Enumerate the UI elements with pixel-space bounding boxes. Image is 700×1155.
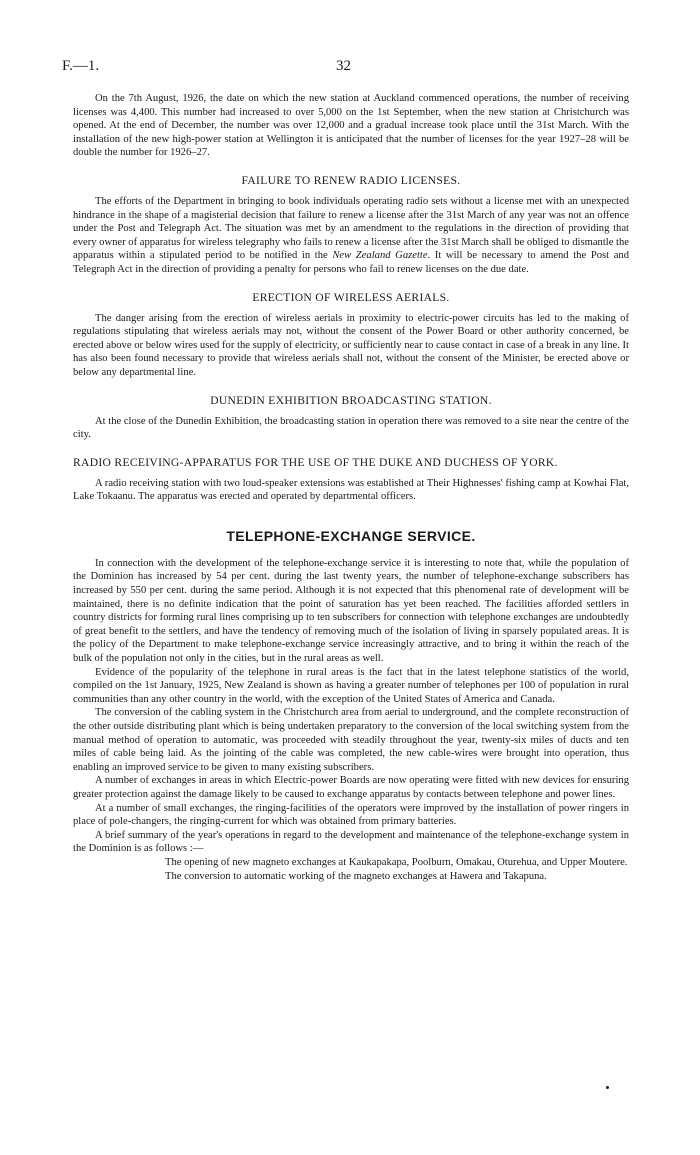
section-heading-failure-to-renew: FAILURE TO RENEW RADIO LICENSES. (241, 173, 461, 187)
telephone-paragraph-1: In connection with the development of the telephone-exchange service it is interesting to note that, while the population of the Dominion has increased by 54 per cent. during the last twenty years, the number of telephone-exchange subscribers has increased by 550 per cent. during the same period. Although it is not expected that this phenomenal rate of development will be maintained, there is no definite indication that the point of saturation has yet been reached. The facilities afforded settlers in country districts for forming rural lines comprising up to ten subscribers for connection with telephone exchanges are undoubtedly of great benefit to the settlers, and have the tendency of removing much of the isolation of living in sparsely populated areas. It is the policy of the Department to make telephone-exchange service increasingly attractive, and to bring it within the reach of the bulk of the population not only in the cities, but in the rural areas as well. (73, 557, 629, 665)
telephone-paragraph-6: A brief summary of the year's operations in regard to the development and maintenance of the telephone-exchange system in the Dominion is as follows :— (73, 829, 629, 855)
section-heading-dunedin-exhibition: DUNEDIN EXHIBITION BROADCASTING STATION. (210, 393, 492, 407)
section-heading-telephone-exchange: TELEPHONE-EXCHANGE SERVICE. (226, 527, 476, 544)
failure-paragraph (73, 195, 629, 277)
telephone-paragraph-5: At a number of small exchanges, the ringing-facilities of the operators were improved by the installation of power ringers in place of pole-changers, the ringing-current for which was obtained from primary batteries. (73, 802, 629, 828)
telephone-paragraph-3: The conversion of the cabling system in the Christchurch area from aerial to underground, and the complete reconstruction of the other outside distributing plant which is being undertaken preparatory to the conversion of the local switching system from the manual method of operation to automatic, was proceeded with steadily throughout the year, twenty-six miles of ducts and ten miles of cable being laid. As the jointing of the cable was completed, the new cable-wires were brought into operation, thus enabling an improved service to be given to many existing subscribers. (73, 707, 629, 773)
document-reference: F.—1. (62, 58, 100, 74)
dunedin-paragraph: At the close of the Dunedin Exhibition, the broadcasting station in operation there was removed to a site near the centre of the city. (73, 415, 629, 441)
failure-text-b: . It will be necessary to amend the Post and Telegraph Act in the direction of providing a penalty for persons who fail to renew licenses on the due date. (73, 250, 629, 275)
page-number: 32 (336, 58, 351, 74)
intro-paragraph: On the 7th August, 1926, the date on which the new station at Auckland commenced operations, the number of receiving licenses was 4,400. This number had increased to over 5,000 on the 1st September, when the new station at Christchurch was opened. At the end of December, the number was over 12,000 and a gradual increase took place until the 31st March. With the installation of the new high-power station at Wellington it is anticipated that the number of licenses for the year 1927–28 will be double the number for 1926–27. (73, 93, 629, 159)
section-heading-erection-of-aerials: ERECTION OF WIRELESS AERIALS. (252, 290, 450, 304)
telephone-paragraph-4: A number of exchanges in areas in which Electric-power Boards are now operating were fitted with new devices for ensuring greater protection against the damage likely to be caused to exchange apparatus by contacts between telephone and power lines. (73, 775, 629, 800)
page-header (62, 58, 638, 80)
gazette-title: New Zealand Gazette (332, 250, 428, 262)
telephone-paragraph-2: Evidence of the popularity of the telephone in rural areas is the fact that in the latest telephone statistics of the world, compiled on the 1st January, 1925, New Zealand is shown as having a greater number of telephones per 100 of population in rural communities than any other country in the world, with the exception of the United States of America and Canada. (73, 666, 629, 705)
erection-paragraph: The danger arising from the erection of wireless aerials in proximity to electric-power circuits has led to the making of regulations stipulating that wireless aerials may not, without the consent of the Power Board or other authority concerned, be erected above or below wires used for the supply of electricity, or sufficiently near to cause contact in case of a break in any line. It has also been found necessary to provide that wireless aerials shall not, without the consent of the Minister, be erected above or below any departmental line. (73, 312, 629, 378)
page-mark (606, 1086, 609, 1089)
failure-text-a: The efforts of the Department in bringing to book individuals operating radio sets without a license met with an unexpected hindrance in the shape of a magisterial decision that failure to renew a license after the 31st March of any year was not an offence under the Post and Telegraph Act. The situation was met by an amendment to the regulations in the direction of providing that every owner of apparatus for wireless telegraphy who fails to renew a license after the 31st March shall be obliged to dismantle the apparatus within a stipulated period to be notified in the (73, 195, 629, 262)
document-body (73, 92, 629, 883)
summary-item-2: The conversion to automatic working of the magneto exchanges at Hawera and Takapuna. (165, 870, 547, 882)
section-heading-duke-and-duchess: RADIO RECEIVING-APPARATUS FOR THE USE OF THE DUKE AND DUCHESS OF YORK. (73, 455, 558, 469)
summary-item-1: The opening of new magneto exchanges at Kaukapakapa, Poolburn, Omakau, Oturehua, and Upper Moutere. (165, 856, 628, 868)
duke-paragraph: A radio receiving station with two loud-speaker extensions was established at Their Highnesses' fishing camp at Kowhai Flat, Lake Tokaanu. The apparatus was erected and operated by departmental officers. (73, 477, 629, 503)
